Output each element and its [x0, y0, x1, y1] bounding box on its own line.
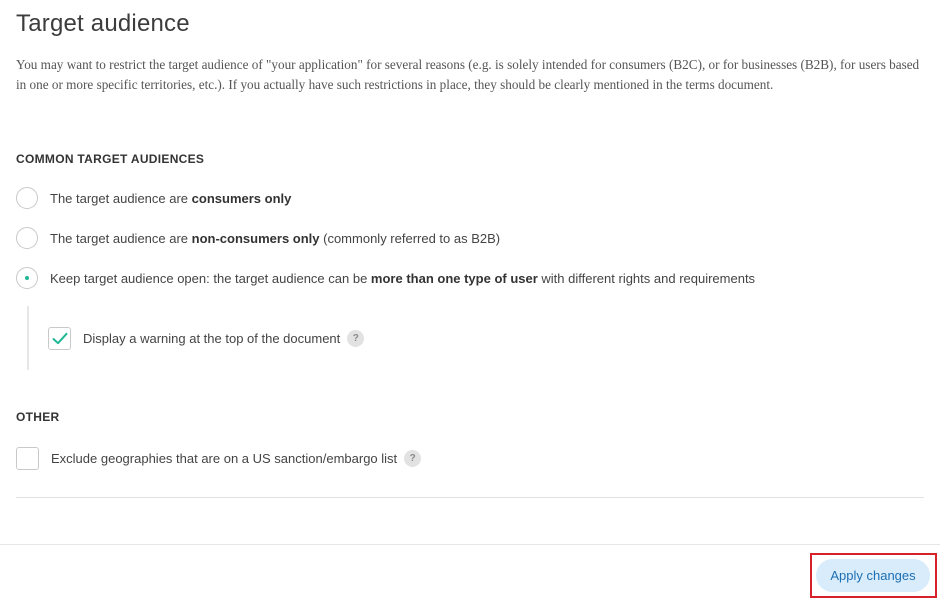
apply-changes-button[interactable]: Apply changes — [816, 559, 930, 592]
option-text-prefix: Keep target audience open: the target audience can be — [50, 270, 371, 286]
option-label-consumers-only — [50, 191, 291, 206]
radio-option-non-consumers-only[interactable] — [16, 225, 500, 251]
section-divider — [16, 497, 924, 498]
option-text-suffix: with different rights and requirements — [537, 270, 756, 286]
option-text-prefix: The target audience are — [50, 190, 192, 206]
exclude-geographies-checkbox[interactable] — [16, 447, 39, 470]
option-text-bold: consumers only — [191, 190, 292, 206]
radio-option-keep-open[interactable] — [16, 265, 755, 291]
warning-checkbox-label: Display a warning at the top of the document — [83, 330, 341, 346]
option-label-keep-open — [50, 271, 755, 286]
option-label-non-consumers-only — [50, 231, 500, 246]
radio-button-consumers-only[interactable] — [16, 187, 38, 209]
intro-text: You may want to restrict the target audience of "your application" for several reasons (e.g. is solely intended for consumers (B2C), or for businesses (B2B), for users based in one or more specific territories, etc.). If you actually have such restrictions in place, they should be clearly mentioned in the terms document. — [16, 57, 920, 92]
exclude-geographies-row[interactable] — [16, 445, 421, 471]
option-text-bold: more than one type of user — [370, 270, 538, 286]
option-text-prefix: The target audience are — [50, 230, 192, 246]
page-title: Target audience — [16, 10, 190, 37]
option-text-bold: non-consumers only — [191, 230, 320, 246]
radio-option-consumers-only[interactable] — [16, 185, 291, 211]
warning-checkbox-row[interactable] — [48, 325, 364, 351]
footer-bar — [0, 544, 940, 605]
other-heading: OTHER — [16, 410, 60, 424]
option-text-suffix: (commonly referred to as B2B) — [319, 230, 501, 246]
common-target-audiences-heading: COMMON TARGET AUDIENCES — [16, 152, 205, 166]
warning-checkbox[interactable] — [48, 327, 71, 350]
checkmark-icon — [52, 332, 68, 345]
radio-button-non-consumers-only[interactable] — [16, 227, 38, 249]
exclude-geographies-label: Exclude geographies that are on a US sanction/embargo list — [51, 450, 398, 466]
sub-option-indent-bar — [27, 306, 29, 370]
help-icon[interactable]: ? — [347, 330, 364, 347]
radio-button-keep-open[interactable] — [16, 267, 38, 289]
help-icon[interactable]: ? — [404, 450, 421, 467]
